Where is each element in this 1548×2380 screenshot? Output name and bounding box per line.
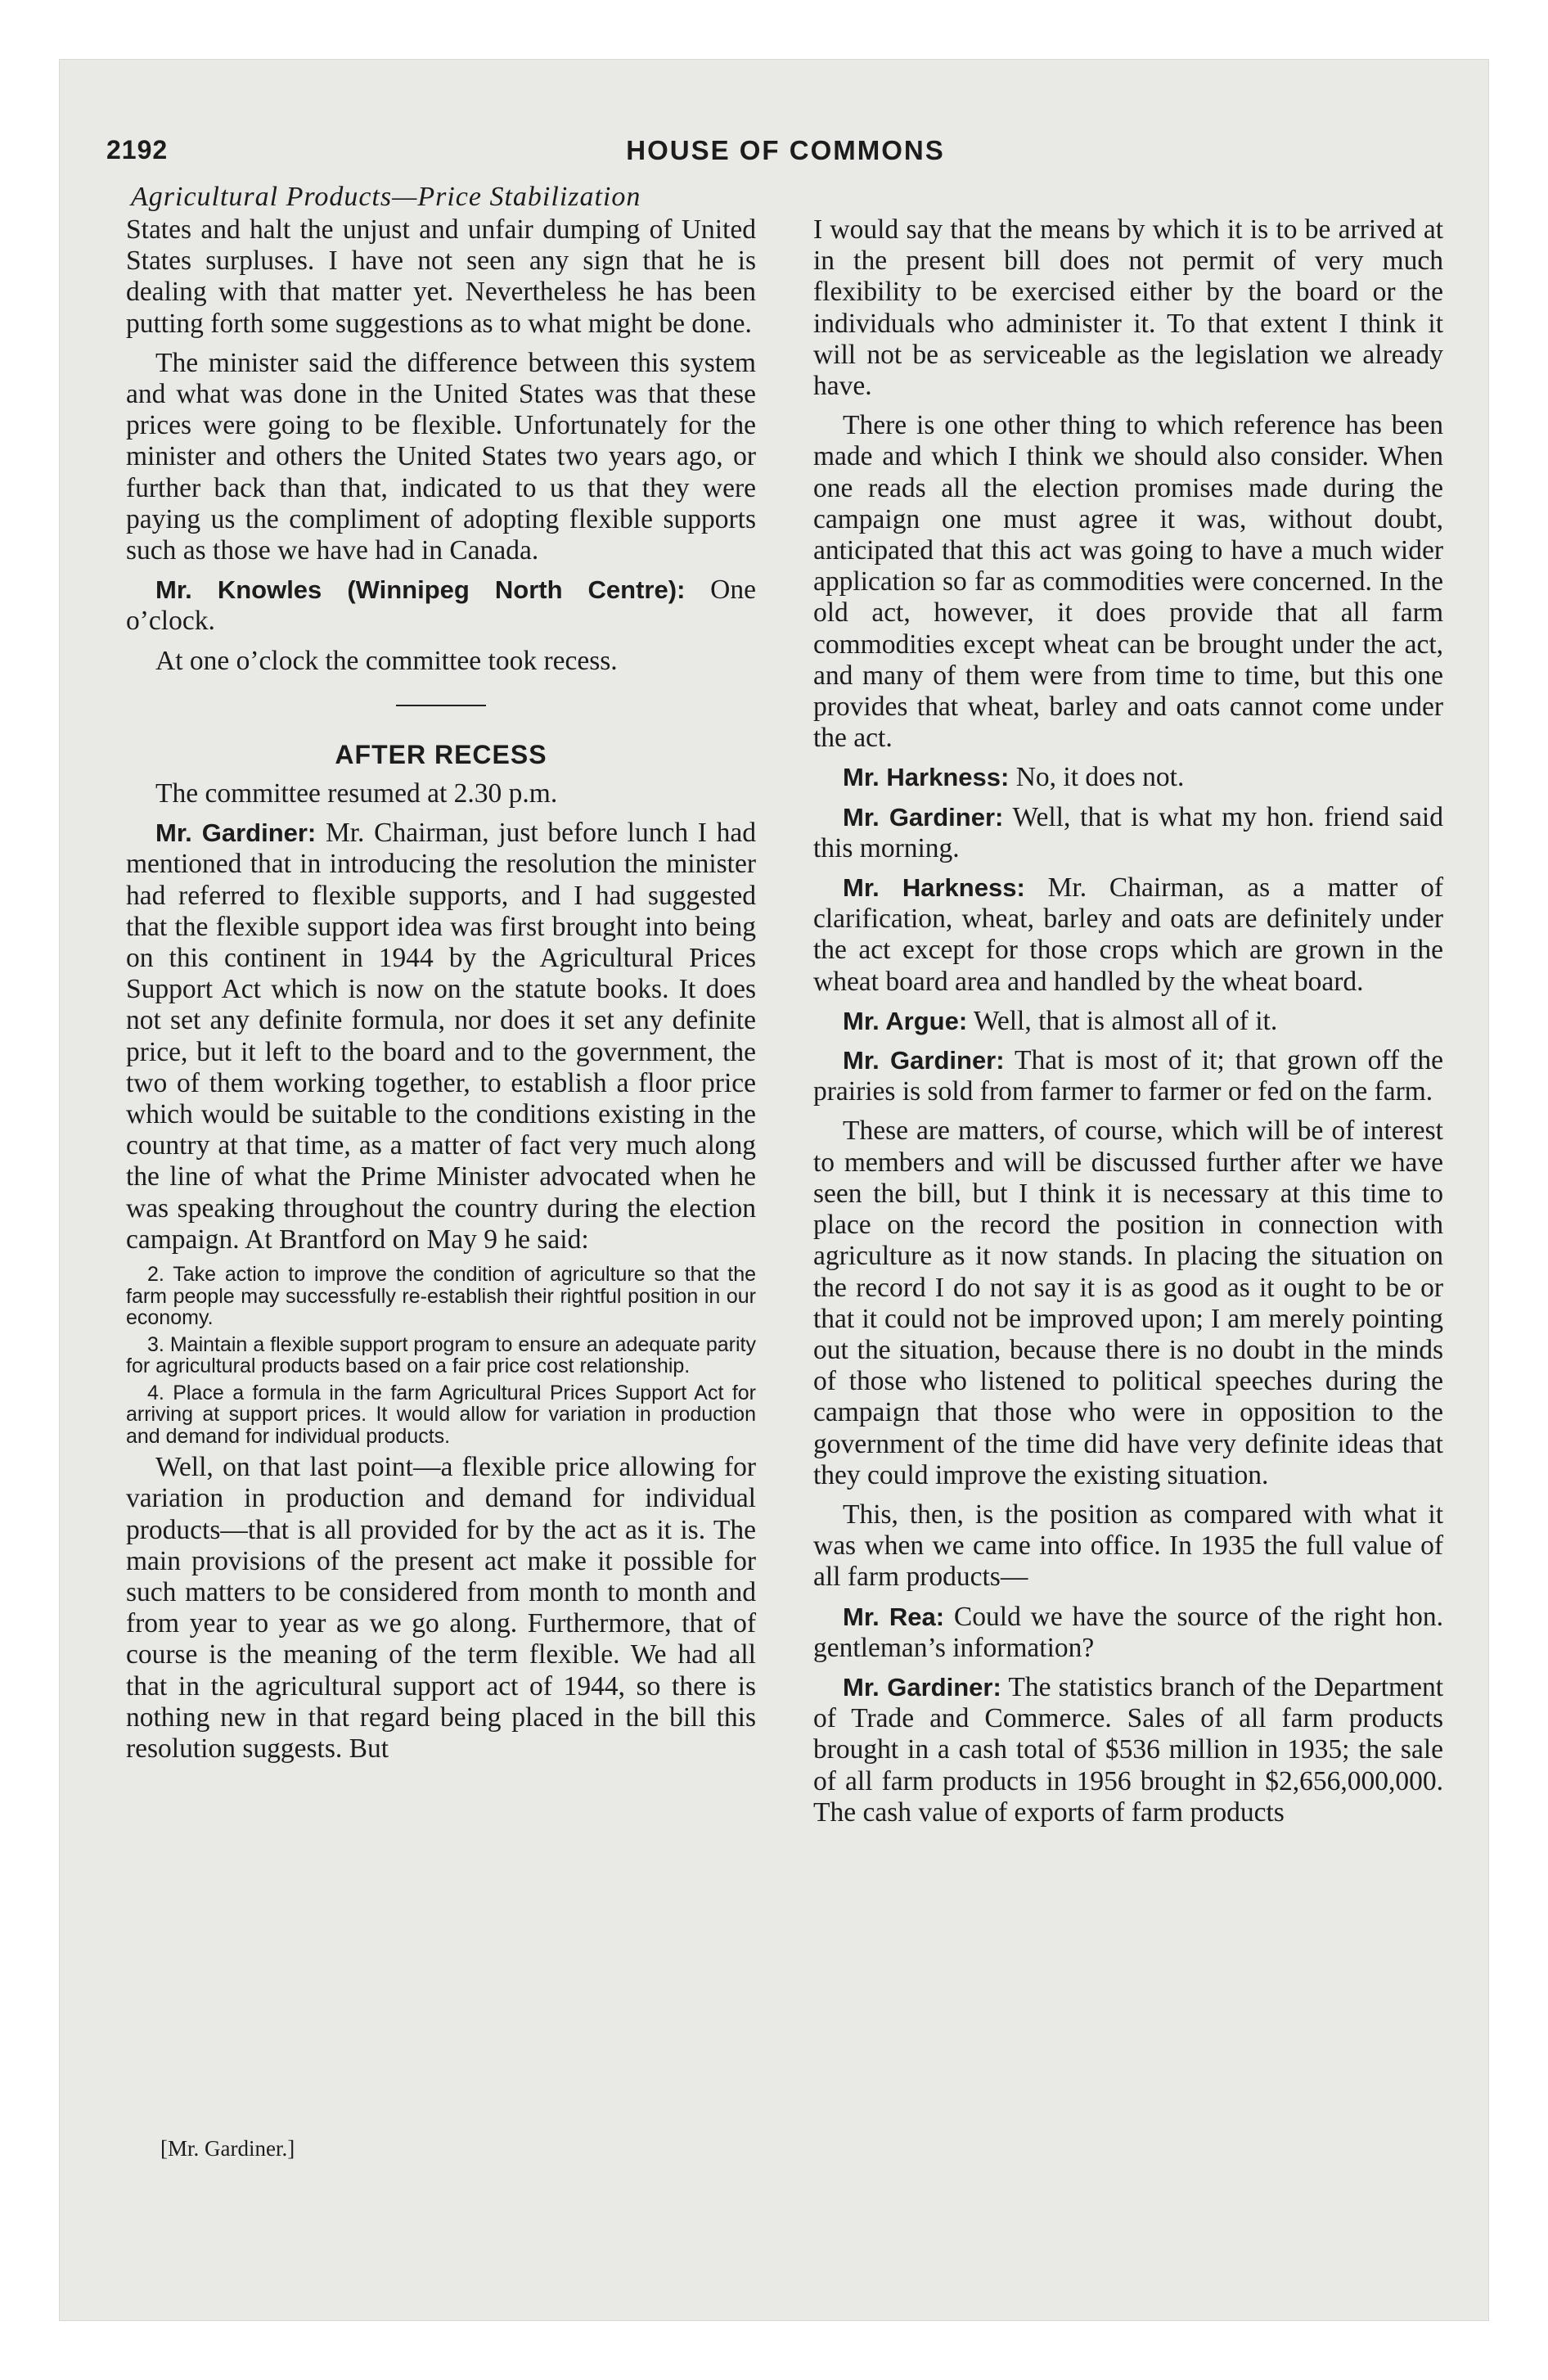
speech-text: Mr. Chairman, as a matter of clarification, wheat, barley and oats are definitely under the act except for those crops which are grown in the wheat board area and handled by the wheat board. [813, 872, 1443, 997]
speaker-footer: [Mr. Gardiner.] [160, 2136, 295, 2161]
speech-text: That is most of it; that grown off the prairies is sold from farmer to farmer or fed on the farm. [813, 1045, 1443, 1107]
paragraph: These are matters, of course, which will be of interest to members and will be discussed further after we have seen the bill, but I think it is necessary at this time to place on the record the position in connection with agriculture as it now stands. In placing the situation on the record I do not say it is as good as it ought to be or that it could not be improved upon; I am merely pointing out the situation, because there is no doubt in the minds of those who listened to political speeches during the campaign that those who were in opposition to the government of the time did have very definite ideas that they could improve the existing situation. [813, 1116, 1443, 1490]
paragraph: There is one other thing to which reference has been made and which I think we should also consider. When one reads all the election promises made during the campaign one must agree it was, without doubt, anticipated that this act was going to have a much wider application so far as commodities were concerned. In the old act, however, it does provide that all farm commodities except wheat can be brought under the act, and many of them were from time to time, but this one provides that wheat, barley and oats cannot come under the act. [813, 410, 1443, 754]
running-head: HOUSE OF COMMONS [626, 135, 945, 165]
speech [126, 575, 756, 637]
page-number: 2192 [106, 135, 169, 165]
speech-text: Could we have the source of the right hon. gentleman’s information? [813, 1601, 1443, 1663]
recess-heading: AFTER RECESS [335, 739, 547, 769]
speaker-name: Mr. Gardiner: [843, 1046, 1005, 1075]
paragraph: States and halt the unjust and unfair dumping of United States surpluses. I have not seen any sign that he is dealing with that matter yet. Nevertheless he has been putting forth some suggestions as to what might be done. [126, 214, 756, 339]
page-header [106, 135, 1465, 176]
speech-text: One o’clock. [126, 575, 756, 637]
speech [813, 802, 1443, 864]
speech [126, 818, 756, 1255]
speaker-name: Mr. Argue: [843, 1006, 968, 1035]
speaker-name: Mr. Gardiner: [843, 1672, 1001, 1702]
speech [813, 1006, 1443, 1037]
paragraph: Well, on that last point—a flexible price allowing for variation in production and demand for individual products—that is all provided for by the act as it is. The main provisions of the present act make it possible for such matters to be considered from month to month and from year to year as we go along. Furthermore, that of course is the meaning of the term flexible. We had all that in the agricultural support act of 1944, so there is nothing new in that regard being placed in the bill this resolution suggests. But [126, 1452, 756, 1764]
speaker-name: Mr. Knowles (Winnipeg North Centre): [155, 575, 686, 605]
paragraph: The minister said the difference between this system and what was done in the United States was that these prices were going to be flexible. Unfortunately for the minister and others the United States two years ago, or further back than that, indicated to us that they were paying us the compliment of adopting flexible supports such as those we have had in Canada. [126, 347, 756, 566]
speaker-name: Mr. Gardiner: [155, 818, 317, 848]
paragraph: I would say that the means by which it is to be arrived at in the present bill does not permit of very much flexibility to be exercised either by the board or the individuals who administer it. To that extent I think it will not be as serviceable as the legislation we already have. [813, 214, 1443, 402]
section-title: Agricultural Products—Price Stabilization [131, 182, 641, 212]
speech-text: Mr. Chairman, just before lunch I had mentioned that in introducing the resolution the minister had referred to flexible supports, and I had suggested that the flexible support idea was first brought into being on this continent in 1944 by the Agricultural Prices Support Act which is now on the statute books. It does not set any definite formula, nor does it set any definite price, but it left to the board and to the government, the two of them working together, to establish a floor price which would be suitable to the conditions existing in the country at that time, as a matter of fact very much along the line of what the Prime Minister advocated when he was speaking throughout the country during the election campaign. At Brantford on May 9 he said: [126, 818, 756, 1255]
speech-text: The statistics branch of the Department of Trade and Commerce. Sales of all farm products brought in a cash total of $536 million in 1935; the sale of all farm products in 1956 brought in $2,656,000,000. The cash value of exports of farm products [813, 1671, 1444, 1828]
speech [813, 1045, 1443, 1107]
speech [813, 762, 1443, 793]
speech [813, 1602, 1443, 1664]
speaker-name: Mr. Harkness: [843, 763, 1010, 792]
quoted-item: 2. Take action to improve the condition of agriculture so that the farm people may successfully re-establish their rightful position in our economy. [126, 1263, 756, 1330]
speaker-name: Mr. Gardiner: [843, 802, 1004, 832]
right-column [813, 214, 1443, 1837]
paragraph: This, then, is the position as compared with what it was when we came into office. In 1935 the full value of all farm products— [813, 1499, 1443, 1593]
speech-text: Well, that is what my hon. friend said this morning. [813, 801, 1443, 863]
speech-text: Well, that is almost all of it. [967, 1005, 1278, 1036]
speaker-name: Mr. Harkness: [843, 873, 1025, 903]
left-column [126, 214, 756, 1773]
speech [813, 872, 1443, 998]
quoted-item: 3. Maintain a flexible support program to ensure an adequate parity for agricultural products based on a fair price cost relationship. [126, 1332, 756, 1378]
speech-text: No, it does not. [1009, 762, 1185, 793]
divider [396, 705, 486, 706]
quoted-item: 4. Place a formula in the farm Agricultural Prices Support Act for arriving at support prices. It would allow for variation in production and demand for individual products. [126, 1381, 756, 1448]
paragraph: The committee resumed at 2.30 p.m. [155, 778, 558, 809]
speaker-name: Mr. Rea: [843, 1602, 945, 1631]
speech [813, 1672, 1443, 1828]
paragraph: At one o’clock the committee took recess. [155, 645, 618, 676]
